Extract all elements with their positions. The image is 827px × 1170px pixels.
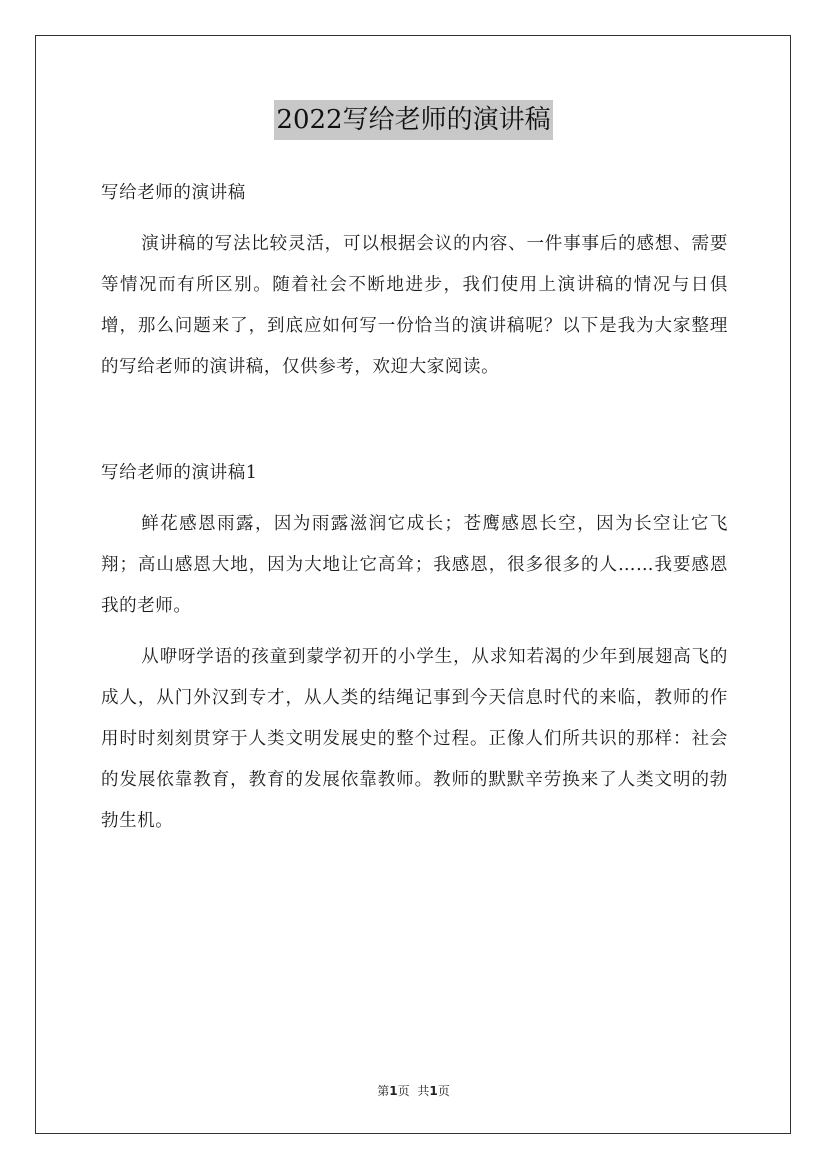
page-number: 1 bbox=[389, 1084, 398, 1098]
section1-heading: 写给老师的演讲稿1 bbox=[101, 463, 258, 483]
page-footer bbox=[0, 1082, 827, 1099]
title-container bbox=[0, 100, 827, 140]
total-prefix: 共 bbox=[417, 1084, 430, 1098]
section1-paragraph-2: 从咿呀学语的孩童到蒙学初开的小学生，从求知若渴的少年到展翅高飞的成人，从门外汉到专才，从人类的结绳记事到今天信息时代的来临，教师的作用时时刻刻贯穿于人类文明发展史的整个过程。正像人们所共识的那样：社会的发展依靠教育，教育的发展依靠教师。教师的默默辛劳换来了人类文明的勃勃生机。 bbox=[101, 647, 728, 831]
document-body bbox=[101, 173, 728, 852]
total-pages: 1 bbox=[429, 1084, 438, 1098]
page-prefix: 第 bbox=[377, 1084, 390, 1098]
section-spacer bbox=[101, 398, 728, 453]
page-suffix: 页 bbox=[397, 1084, 410, 1098]
document-title: 2022写给老师的演讲稿 bbox=[274, 100, 552, 140]
total-suffix: 页 bbox=[437, 1084, 450, 1098]
section1-paragraph-1: 鲜花感恩雨露，因为雨露滋润它成长；苍鹰感恩长空，因为长空让它飞翔；高山感恩大地，因为大地让它高耸；我感恩，很多很多的人……我要感恩我的老师。 bbox=[101, 514, 728, 616]
intro-heading: 写给老师的演讲稿 bbox=[101, 183, 246, 203]
intro-paragraph: 演讲稿的写法比较灵活，可以根据会议的内容、一件事事后的感想、需要等情况而有所区别。随着社会不断地进步，我们使用上演讲稿的情况与日俱增，那么问题来了，到底应如何写一份恰当的演讲稿呢？以下是我为大家整理的写给老师的演讲稿，仅供参考，欢迎大家阅读。 bbox=[101, 234, 728, 377]
